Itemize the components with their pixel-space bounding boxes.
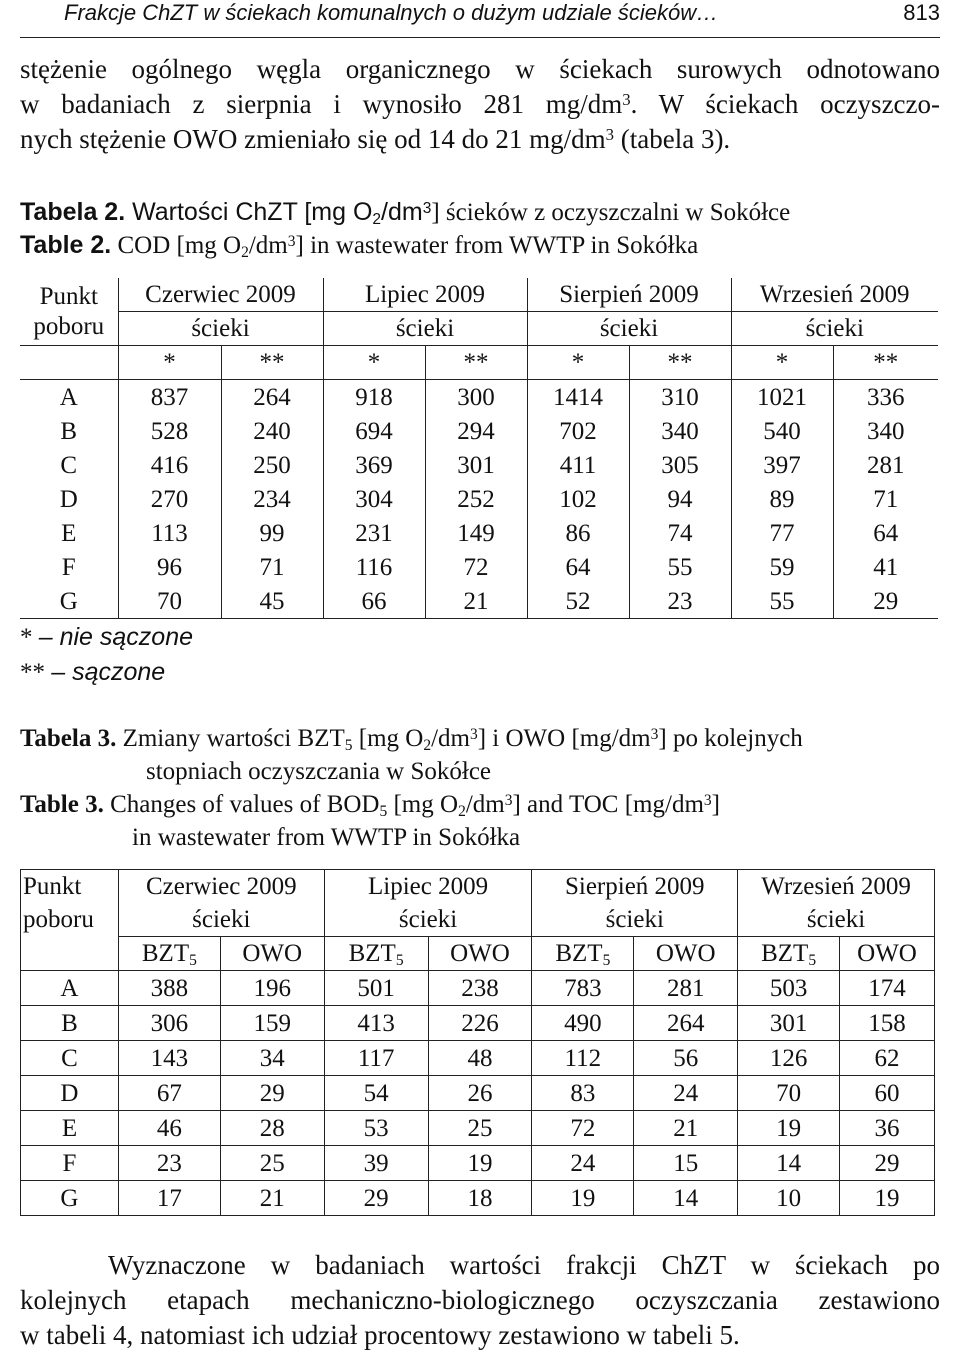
cell-value: 281 [634,971,738,1006]
row-point: E [20,516,118,550]
cell-value: 234 [221,482,323,516]
cell-value: 23 [629,584,731,619]
cell-value: 196 [220,971,324,1006]
running-header [20,0,940,38]
cell-value: 71 [221,550,323,584]
cell-value: 918 [323,380,425,415]
cell-value: 397 [731,448,833,482]
page-number: 813 [903,0,940,25]
cell-value: 21 [634,1111,738,1146]
cell-value: 540 [731,414,833,448]
header-poboru: poboru [21,903,119,937]
header-scieki: ścieki [738,903,935,937]
cell-value: 281 [867,451,905,479]
cell-value: 94 [629,482,731,516]
cell-value: 45 [221,584,323,619]
table-row [21,1146,935,1181]
outro-line-2: kolejnych etapach mechaniczno-biologicznego oczyszczania zestawiono [20,1285,940,1315]
header-month: Lipiec 2009 [324,870,532,904]
cell-value: 369 [323,448,425,482]
table-row [21,1041,935,1076]
cell-value: 18 [428,1181,532,1216]
header-scieki: ścieki [324,903,532,937]
header-owo: OWO [220,937,324,971]
cell-value: 64 [873,519,899,547]
header-month: Czerwiec 2009 [118,870,324,904]
header-scieki: ścieki [805,315,864,342]
header-bzt5: $BZT_5$ [532,937,634,971]
cell-value: 66 [323,584,425,619]
cell-value: 96 [118,550,221,584]
cell-value: 310 [629,380,731,415]
cell-value: 62 [840,1041,935,1076]
cell-value: 55 [731,584,833,619]
header-filtered: ** [425,346,527,380]
table3-bod-toc [20,869,935,1216]
row-point: C [20,448,118,482]
header-scieki: ścieki [323,312,527,346]
header-empty [20,346,118,380]
header-filtered: ** [221,346,323,380]
intro-line-2: w badaniach z sierpnia i wynosiło 281 $mg/dm^3$. W ściekach oczyszczo- [20,89,941,119]
running-title: Frakcje ChZT w ściekach komunalnych o dużym udziale ścieków… [64,0,719,25]
cell-value: 15 [634,1146,738,1181]
cell-value: 10 [738,1181,840,1216]
table2-caption-en: Table 2. COD [mg $O_2/dm^3$] in wastewater from WWTP in Sokółka [20,231,699,261]
row-point: B [20,414,118,448]
cell-value: 21 [425,584,527,619]
cell-value: 149 [425,516,527,550]
header-scieki: ścieki [532,903,738,937]
cell-value: 29 [840,1146,935,1181]
cell-value: 264 [221,380,323,415]
outro-paragraph [20,1248,940,1353]
cell-value: 24 [634,1076,738,1111]
cell-value: 70 [738,1076,840,1111]
cell-value: 411 [527,448,629,482]
header-month: Wrzesień 2009 [731,278,938,312]
cell-value: 413 [324,1006,428,1041]
cell-value: 490 [532,1006,634,1041]
cell-value: 19 [532,1181,634,1216]
header-bzt5: $BZT_5$ [118,937,220,971]
cell-value: 34 [220,1041,324,1076]
cell-value: 54 [324,1076,428,1111]
cell-value: 117 [324,1041,428,1076]
cell-value: 67 [118,1076,220,1111]
header-month: Czerwiec 2009 [118,278,323,312]
row-point: A [20,380,118,415]
cell-value: 837 [118,380,221,415]
cell-value: 305 [629,448,731,482]
table-row [20,516,938,550]
cell-value: 83 [532,1076,634,1111]
cell-value: 112 [532,1041,634,1076]
header-owo: OWO [840,937,935,971]
cell-value: 264 [634,1006,738,1041]
outro-line-3: w tabeli 4, natomiast ich udział procentowy zestawiono w tabeli 5. [20,1320,740,1350]
cell-value: 39 [324,1146,428,1181]
table-row [20,550,938,584]
table-row [20,380,938,415]
cell-value: 74 [629,516,731,550]
cell-value: 89 [731,482,833,516]
cell-value: 159 [220,1006,324,1041]
cell-value: 240 [221,414,323,448]
table2-caption [20,196,790,262]
cell-value: 501 [324,971,428,1006]
cell-value: 29 [324,1181,428,1216]
header-month: Lipiec 2009 [323,278,527,312]
table2-notes [20,620,193,690]
cell-value: 72 [532,1111,634,1146]
cell-value: 126 [738,1041,840,1076]
header-unfiltered: * [323,346,425,380]
header-bzt5: $BZT_5$ [324,937,428,971]
cell-value: 336 [867,383,905,411]
outro-line-1: Wyznaczone w badaniach wartości frakcji ChZT w ściekach po [108,1250,940,1280]
cell-value: 694 [323,414,425,448]
cell-value: 174 [840,971,935,1006]
header-owo: OWO [634,937,738,971]
row-point: D [20,482,118,516]
cell-value: 702 [527,414,629,448]
table3-caption-pl: Tabela 3. Zmiany wartości $BZT_5$ [mg $O_2/dm^3$] i OWO $[mg/dm^3]$ po kolejnych stopniach oczyszczania w Sokółce [20,725,803,785]
cell-value: 28 [220,1111,324,1146]
cell-value: 158 [840,1006,935,1041]
cell-value: 300 [425,380,527,415]
cell-value: 48 [428,1041,532,1076]
cell-value: 301 [425,448,527,482]
cell-value: 77 [731,516,833,550]
cell-value: 528 [118,414,221,448]
table3-caption [20,722,803,854]
cell-value: 21 [220,1181,324,1216]
table2-caption-pl: Tabela 2. Wartości ChZT [mg $O_2/dm^3$] ścieków z oczyszczalni w Sokółce [20,198,791,228]
table-row [21,1006,935,1041]
cell-value: 503 [738,971,840,1006]
cell-value: 783 [532,971,634,1006]
table-row [21,1076,935,1111]
intro-line-3: nych stężenie OWO zmieniało się od 14 do 21 $mg/dm^3$ (tabela 3). [20,124,731,154]
intro-paragraph [20,52,940,157]
cell-value: 60 [840,1076,935,1111]
cell-value: 19 [738,1111,840,1146]
cell-value: 55 [629,550,731,584]
table2-cod [20,278,938,619]
header-punkt-poboru: Punkt poboru [20,278,118,346]
cell-value: 304 [323,482,425,516]
table-row [20,448,938,482]
cell-value: 388 [118,971,220,1006]
cell-value: 64 [527,550,629,584]
cell-value: 53 [324,1111,428,1146]
cell-value: 301 [738,1006,840,1041]
cell-value: 102 [527,482,629,516]
row-point: F [21,1146,119,1181]
cell-value: 231 [323,516,425,550]
cell-value: 113 [118,516,221,550]
cell-value: 416 [118,448,221,482]
header-filtered: ** [629,346,731,380]
table-row [21,971,935,1006]
header-punkt: Punkt [21,870,119,904]
row-point: C [21,1041,119,1076]
intro-line-1: stężenie ogólnego węgla organicznego w ściekach surowych odnotowano [20,54,940,84]
cell-value: 116 [323,550,425,584]
cell-value: 25 [220,1146,324,1181]
cell-value: 226 [428,1006,532,1041]
cell-value: 14 [738,1146,840,1181]
cell-value: 306 [118,1006,220,1041]
note-unfiltered: * – nie sączone [20,623,194,651]
cell-value: 270 [118,482,221,516]
header-scieki: ścieki [118,312,323,346]
cell-value: 19 [840,1181,935,1216]
table-row [20,414,938,448]
cell-value: 72 [425,550,527,584]
header-owo: OWO [428,937,532,971]
row-point: G [21,1181,119,1216]
cell-value: 86 [527,516,629,550]
cell-value: 238 [428,971,532,1006]
header-scieki: ścieki [118,903,324,937]
cell-value: 59 [731,550,833,584]
header-month: Wrzesień 2009 [738,870,935,904]
cell-value: 340 [629,414,731,448]
cell-value: 70 [118,584,221,619]
cell-value: 143 [118,1041,220,1076]
cell-value: 25 [428,1111,532,1146]
cell-value: 1021 [731,380,833,415]
cell-value: 71 [873,485,899,513]
row-point: E [21,1111,119,1146]
table-row [20,482,938,516]
cell-value: 29 [220,1076,324,1111]
cell-value: 52 [527,584,629,619]
header-unfiltered: * [118,346,221,380]
table-row [21,1181,935,1216]
cell-value: 24 [532,1146,634,1181]
row-point: F [20,550,118,584]
cell-value: 340 [867,417,905,445]
cell-value: 46 [118,1111,220,1146]
header-month: Sierpień 2009 [532,870,738,904]
header-month: Sierpień 2009 [527,278,731,312]
row-point: G [20,584,118,619]
cell-value: 14 [634,1181,738,1216]
cell-value: 252 [425,482,527,516]
table3-caption-en: Table 3. Changes of values of $BOD_5$ [mg $O_2/dm^3$] and TOC $[mg/dm^3]$ in wastewater from WWTP in Sokółka [20,791,720,851]
cell-value: 36 [840,1111,935,1146]
cell-value: 26 [428,1076,532,1111]
row-point: D [21,1076,119,1111]
cell-value: 23 [118,1146,220,1181]
note-filtered: ** – sączone [20,658,166,686]
header-scieki: ścieki [527,312,731,346]
header-bzt5: $BZT_5$ [738,937,840,971]
header-unfiltered: * [731,346,833,380]
cell-value: 1414 [527,380,629,415]
cell-value: 250 [221,448,323,482]
cell-value: 99 [221,516,323,550]
row-point: B [21,1006,119,1041]
cell-value: 41 [873,553,899,581]
row-point: A [21,971,119,1006]
header-filtered: ** [833,346,938,380]
table-row [20,584,938,619]
cell-value: 17 [118,1181,220,1216]
header-empty [21,937,119,971]
header-unfiltered: * [527,346,629,380]
cell-value: 19 [428,1146,532,1181]
cell-value: 56 [634,1041,738,1076]
cell-value: 294 [425,414,527,448]
table-row [21,1111,935,1146]
cell-value: 29 [833,584,938,619]
